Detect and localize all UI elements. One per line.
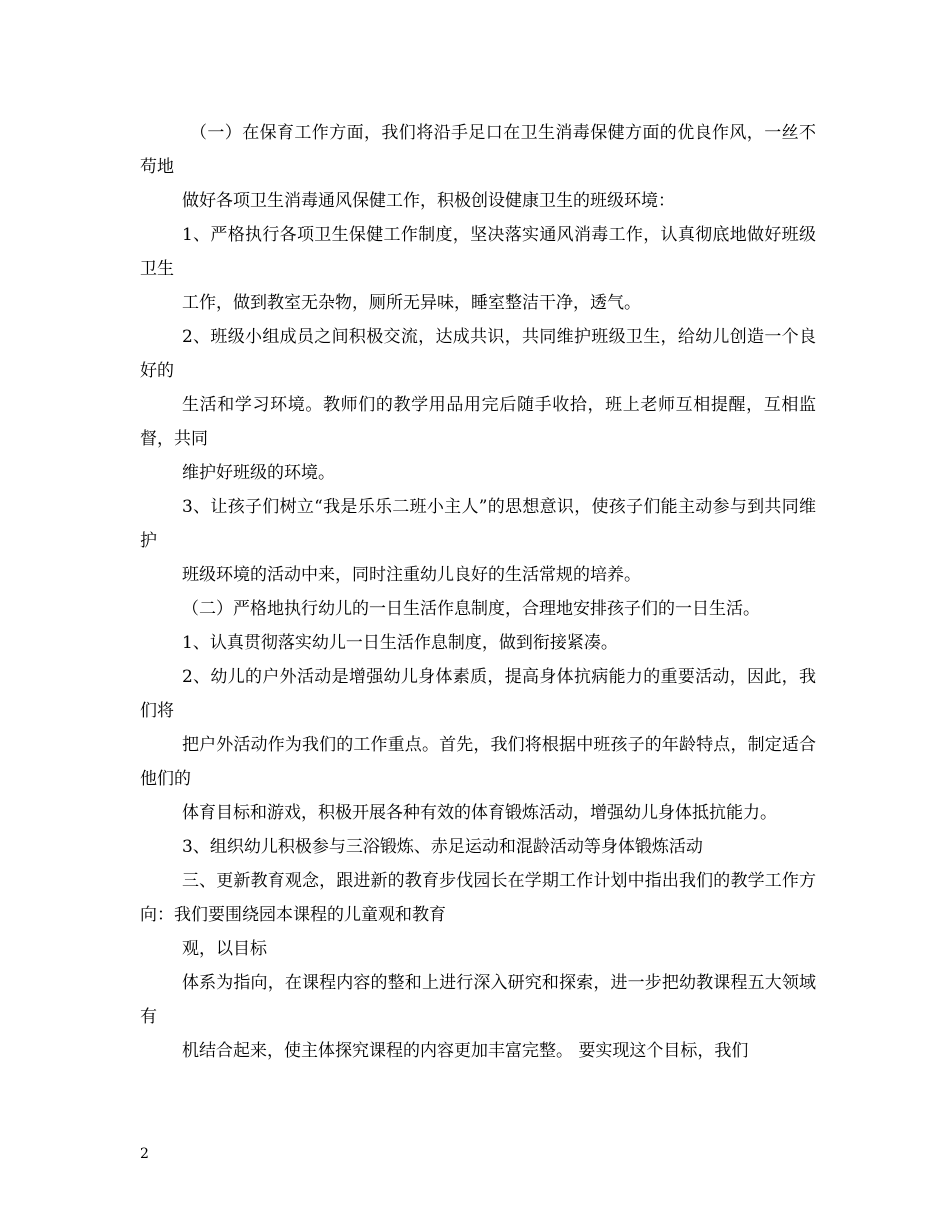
paragraph: 3、组织幼儿积极参与三浴锻炼、赤足运动和混龄活动等身体锻炼活动 [182,837,703,857]
paragraph: 维护好班级的环境。 [182,463,335,483]
paragraph: 观，以目标 [182,939,267,959]
paragraph: 2、班级小组成员之间积极交流，达成共识，共同维护班级卫生，给幼儿创造一个良好的 [140,327,816,381]
paragraph: 1、严格执行各项卫生保健工作制度，坚决落实通风消毒工作，认真彻底地做好班级卫生 [140,225,816,279]
document-body [140,116,816,1068]
paragraph: 做好各项卫生消毒通风保健工作，积极创设健康卫生的班级环境： [182,191,675,211]
paragraph: （一）在保育工作方面，我们将沿手足口在卫生消毒保健方面的优良作风，一丝不苟地 [140,123,816,177]
paragraph: 三、更新教育观念，跟进新的教育步伐园长在学期工作计划中指出我们的教学工作方向：我们要围绕园本课程的儿童观和教育 [140,871,816,925]
paragraph: 2、幼儿的户外活动是增强幼儿身体素质，提高身体抗病能力的重要活动，因此，我们将 [140,667,816,721]
paragraph: 机结合起来，使主体探究课程的内容更加丰富完整。 要实现这个目标，我们 [182,1041,749,1061]
paragraph: 3、让孩子们树立“我是乐乐二班小主人”的思想意识，使孩子们能主动参与到共同维护 [140,497,816,551]
paragraph: 1、认真贯彻落实幼儿一日生活作息制度，做到衔接紧凑。 [182,633,618,653]
paragraph: 生活和学习环境。教师们的教学用品用完后随手收拾，班上老师互相提醒，互相监督，共同 [140,395,816,449]
paragraph: （二）严格地执行幼儿的一日生活作息制度，合理地安排孩子们的一日生活。 [182,599,760,619]
paragraph: 班级环境的活动中来，同时注重幼儿良好的生活常规的培养。 [182,565,641,585]
paragraph: 工作，做到教室无杂物，厕所无异味，睡室整洁干净，透气。 [182,293,641,313]
paragraph: 体育目标和游戏，积极开展各种有效的体育锻炼活动，增强幼儿身体抵抗能力。 [182,803,777,823]
page-number: 2 [140,1146,149,1162]
paragraph: 把户外活动作为我们的工作重点。首先，我们将根据中班孩子的年龄特点，制定适合他们的 [140,735,816,789]
paragraph: 体系为指向，在课程内容的整和上进行深入研究和探索，进一步把幼教课程五大领域有 [140,973,816,1027]
